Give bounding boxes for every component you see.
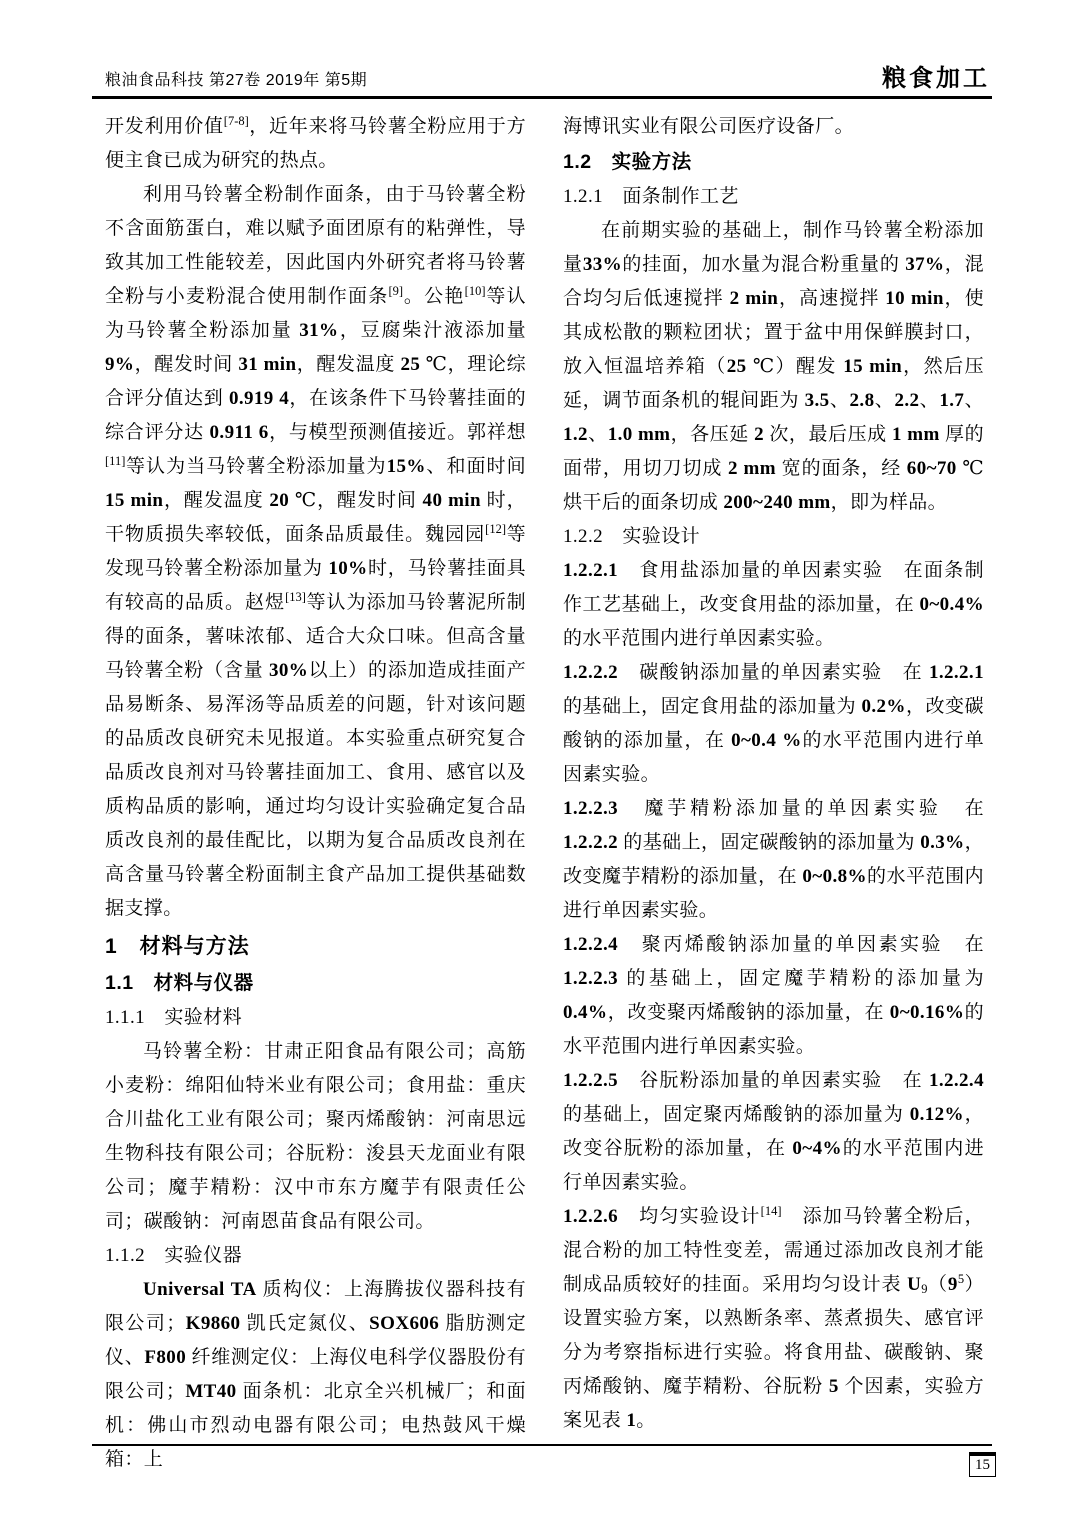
paragraph-1-2-2-5: 1.2.2.5 谷朊粉添加量的单因素实验 在 1.2.2.4 的基础上，固定聚丙烯酸钠的添加量为 0.12%，改变谷朊粉的添加量，在 0~4%的水平范围内进行单因素实验。: [563, 1070, 985, 1193]
section-heading-1-2: 1.2 实验方法: [563, 151, 692, 173]
paragraph-materials: 马铃薯全粉：甘肃正阳食品有限公司；高筋小麦粉：绵阳仙特米业有限公司；食用盐：重庆合川盐化工业有限公司；聚丙烯酸钠：河南思远生物科技有限公司；谷朊粉：浚县天龙面业有限公司；魔芋精粉：汉中市东方魔芋有限责任公司；碳酸钠：河南恩苗食品有限公司。: [105, 1041, 526, 1232]
paragraph-1-2-2-6: 1.2.2.6 均匀实验设计[14] 添加马铃薯全粉后，混合粉的加工特性变差，需通过添加改良剂才能制成品质较好的挂面。采用均匀设计表 $U_9(9^5)$设置实验方案，以熟断条率、蒸煮损失、感官评分为考察指标进行实验。将食用盐、碳酸钠、聚丙烯酸钠、魔芋精粉、谷朊粉 5 个因素，实验方案见表 1。: [563, 1204, 984, 1431]
page-number-box: [969, 1452, 996, 1477]
journal-info: 粮油食品科技 第27卷 2019年 第5期: [105, 72, 368, 89]
page-header: [105, 56, 990, 94]
section-heading-1-1: 1.1 材料与仪器: [105, 972, 254, 994]
column-right: [563, 110, 984, 1477]
paragraph-1-2-2-1: 1.2.2.1 食用盐添加量的单因素实验 在面条制作工艺基础上，改变食用盐的添加量，在 0~0.4%的水平范围内进行单因素实验。: [563, 560, 984, 649]
paragraph-instruments-continuation: 海博讯实业有限公司医疗设备厂。: [563, 116, 855, 137]
section-label: 粮食加工: [882, 65, 990, 92]
paragraph-intro-continuation: 开发利用价值[7-8]，近年来将马铃薯全粉应用于方便主食已成为研究的热点。: [105, 114, 526, 171]
header-rule: [92, 96, 992, 99]
section-heading-1-1-1: 1.1.1 实验材料: [105, 1007, 243, 1028]
section-heading-1-1-2: 1.1.2 实验仪器: [105, 1245, 243, 1266]
section-heading-1: 1 材料与方法: [105, 935, 250, 958]
section-heading-1-2-1: 1.2.1 面条制作工艺: [563, 186, 739, 207]
paragraph-literature-review: 利用马铃薯全粉制作面条，由于马铃薯全粉不含面筋蛋白，难以赋予面团原有的粘弹性，导致其加工性能较差，因此国内外研究者将马铃薯全粉与小麦粉混合使用制作面条[9]。公艳[10]等认为马铃薯全粉添加量 31%，豆腐柴汁液添加量9%，醒发时间 31 min，醒发温度 25 ℃，理论综合评分值达到 0.919 4，在该条件下马铃薯挂面的综合评分达 0.911 6，与模型预测值接近。郭祥想[11]等认为当马铃薯全粉添加量为15%、和面时间 15 min，醒发温度 20 ℃，醒发时间 40 min 时，干物质损失率较低，面条品质最佳。魏园园[12]等发现马铃薯全粉添加量为 10%时，马铃薯挂面具有较高的品质。赵煜[13]等认为添加马铃薯泥所制得的面条，薯味浓郁、适合大众口味。但高含量马铃薯全粉（含量 30%以上）的添加造成挂面产品易断条、易浑汤等品质差的问题，针对该问题的品质改良研究未见报道。本实验重点研究复合品质改良剂对马铃薯挂面加工、食用、感官以及质构品质的影响，通过均匀设计实验确定复合品质改良剂的最佳配比，以期为复合品质改良剂在高含量马铃薯全粉面制主食产品加工提供基础数据支撑。: [105, 184, 526, 919]
paragraph-1-2-2-3: 1.2.2.3 魔芋精粉添加量的单因素实验 在 1.2.2.2 的基础上，固定碳酸钠的添加量为 0.3%，改变魔芋精粉的添加量，在 0~0.8%的水平范围内进行单因素实验。: [563, 798, 985, 921]
section-heading-1-2-2: 1.2.2 实验设计: [563, 526, 701, 547]
page-number: 15: [975, 1457, 990, 1473]
article-body: [105, 110, 984, 1477]
paragraph-1-2-2-4: 1.2.2.4 聚丙烯酸钠添加量的单因素实验 在 1.2.2.3 的基础上，固定魔芋精粉的添加量为 0.4%，改变聚丙烯酸钠的添加量，在 0~0.16%的水平范围内进行单因素实验。: [563, 934, 984, 1057]
paragraph-noodle-process: 在前期实验的基础上，制作马铃薯全粉添加量33%的挂面，加水量为混合粉重量的 37%，混合均匀后低速搅拌 2 min，高速搅拌 10 min，使其成松散的颗粒团状；置于盆中用保鲜膜封口，放入恒温培养箱（25 ℃）醒发 15 min，然后压延，调节面条机的辊间距为 3.5、2.8、2.2、1.7、1.2、1.0 mm，各压延 2 次，最后压成 1 mm 厚的面带，用切刀切成 2 mm 宽的面条，经 60~70 ℃烘干后的面条切成 200~240 mm，即为样品。: [563, 220, 985, 513]
paragraph-1-2-2-2: 1.2.2.2 碳酸钠添加量的单因素实验 在 1.2.2.1 的基础上，固定食用盐的添加量为 0.2%，改变碳酸钠的添加量，在 0~0.4 %的水平范围内进行单因素实验。: [563, 662, 984, 785]
column-left: [105, 110, 526, 1477]
paragraph-instruments: Universal TA 质构仪：上海腾拔仪器科技有限公司；K9860 凯氏定氮仪、SOX606 脂肪测定仪、F800 纤维测定仪：上海仪电科学仪器股份有限公司；MT40 面条机：北京全兴机械厂；和面机：佛山市烈动电器有限公司；电热鼓风干燥箱：上: [105, 1279, 526, 1470]
footer-rule: [92, 1444, 992, 1446]
